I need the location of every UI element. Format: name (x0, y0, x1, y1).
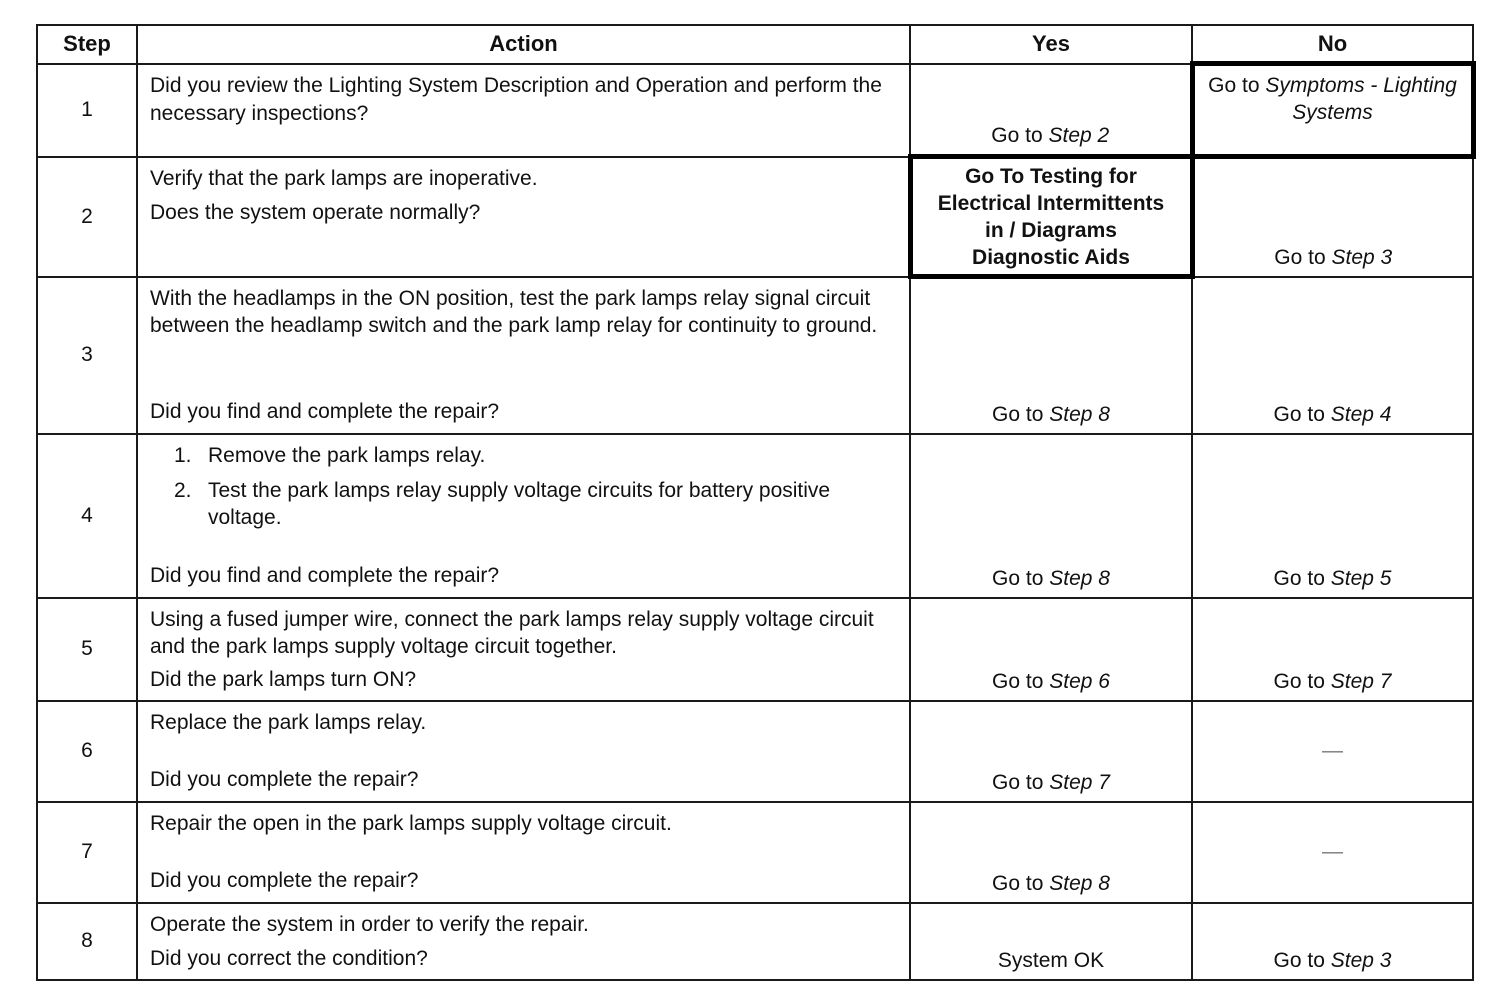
table-row (37, 701, 1473, 802)
list-number: 2. (174, 478, 192, 502)
header-row (37, 25, 1473, 64)
yes-cell (910, 434, 1192, 598)
action-cell (137, 903, 910, 980)
table-row (37, 903, 1473, 980)
list-number: 1. (174, 443, 192, 467)
step-link[interactable]: Step 7 (1330, 669, 1392, 693)
action-question: Did you complete the repair? (150, 868, 419, 892)
action-text: Replace the park lamps relay. (150, 710, 427, 734)
yes-prefix: Go to (992, 871, 1044, 895)
no-prefix: Go to (1273, 669, 1325, 693)
yes-prefix: Go to (991, 124, 1043, 147)
table-row (37, 277, 1473, 434)
action-cell (137, 434, 910, 598)
step-link[interactable]: Step 6 (1049, 669, 1110, 693)
action-cell (137, 157, 910, 277)
yes-cell[interactable] (910, 157, 1192, 277)
yes-prefix: Go to (992, 402, 1044, 426)
action-steps-list (150, 442, 901, 539)
step-number: 4 (37, 434, 137, 598)
action-question: Did you find and complete the repair? (150, 563, 500, 587)
action-cell (137, 802, 910, 903)
table-row (37, 434, 1473, 598)
table-row (37, 598, 1473, 701)
action-cell (137, 598, 910, 701)
testing-link-line[interactable]: Diagnostic Aids (972, 245, 1130, 269)
action-text: Verify that the park lamps are inoperative. (150, 166, 538, 190)
step-number: 7 (37, 802, 137, 903)
step-link[interactable]: Step 8 (1049, 566, 1110, 590)
action-question: Does the system operate normally? (150, 200, 481, 224)
no-prefix: Go to (1274, 245, 1326, 269)
header-yes: Yes (910, 25, 1192, 64)
dash-text: — (1322, 739, 1343, 762)
no-cell (1192, 64, 1473, 157)
action-question: Did the park lamps turn ON? (150, 667, 417, 691)
symptoms-link[interactable]: Symptoms - Lighting Systems (1265, 74, 1457, 124)
table-row (37, 802, 1473, 903)
header-no: No (1192, 25, 1473, 64)
list-item (174, 477, 901, 531)
no-prefix: Go to (1273, 402, 1325, 426)
testing-link-line[interactable]: Go To Testing for (965, 164, 1137, 188)
step-link[interactable]: Step 2 (1048, 124, 1110, 147)
no-prefix: Go to (1208, 74, 1260, 97)
no-cell (1192, 157, 1473, 277)
yes-cell (910, 802, 1192, 903)
step-number: 2 (37, 157, 137, 277)
no-cell (1192, 802, 1473, 903)
action-text: Operate the system in order to verify the repair. (150, 912, 589, 936)
yes-cell (910, 701, 1192, 802)
testing-link-line[interactable]: in / Diagrams (985, 218, 1117, 242)
table-row (37, 64, 1473, 157)
action-text: Using a fused jumper wire, connect the park lamps relay supply voltage circuit and the park lamps supply voltage circuit together. (150, 607, 874, 658)
step-number: 8 (37, 903, 137, 980)
no-cell (1192, 434, 1473, 598)
action-cell (137, 701, 910, 802)
yes-cell (910, 277, 1192, 434)
step-number: 1 (37, 64, 137, 157)
step-link[interactable]: Step 3 (1330, 948, 1392, 972)
yes-prefix: Go to (992, 566, 1044, 590)
yes-cell (910, 64, 1192, 157)
step-number: 3 (37, 277, 137, 434)
step-link[interactable]: Step 8 (1049, 402, 1110, 426)
step-number: 5 (37, 598, 137, 701)
yes-prefix: Go to (992, 770, 1044, 794)
dash-text: — (1322, 840, 1343, 863)
action-question: Did you correct the condition? (150, 946, 428, 970)
list-text: Test the park lamps relay supply voltage circuits for battery positive voltage. (208, 478, 831, 529)
header-step: Step (37, 25, 137, 64)
step-link[interactable]: Step 3 (1331, 245, 1393, 269)
diagnostic-table (36, 24, 1476, 981)
step-link[interactable]: Step 5 (1330, 566, 1392, 590)
action-question: Did you complete the repair? (150, 767, 419, 791)
no-cell (1192, 903, 1473, 980)
yes-cell (910, 598, 1192, 701)
action-text: Repair the open in the park lamps supply voltage circuit. (150, 811, 672, 835)
header-action: Action (137, 25, 910, 64)
step-link[interactable]: Step 7 (1049, 770, 1110, 794)
yes-prefix: Go to (992, 669, 1044, 693)
list-item (174, 442, 901, 469)
testing-link-line[interactable]: Electrical Intermittents (937, 191, 1165, 215)
no-prefix: Go to (1273, 948, 1325, 972)
action-question: Did you find and complete the repair? (150, 399, 500, 423)
action-text: With the headlamps in the ON position, test the park lamps relay signal circuit between the headlamp switch and the park lamp relay for continuity to ground. (150, 286, 878, 337)
table-row (37, 157, 1473, 277)
action-cell (137, 64, 910, 157)
no-cell (1192, 277, 1473, 434)
action-cell (137, 277, 910, 434)
action-text: Did you review the Lighting System Description and Operation and perform the necessary inspections? (150, 73, 882, 125)
step-link[interactable]: Step 4 (1330, 402, 1392, 426)
list-text: Remove the park lamps relay. (208, 443, 486, 467)
no-prefix: Go to (1273, 566, 1325, 590)
yes-cell (910, 903, 1192, 980)
step-link[interactable]: Step 8 (1049, 871, 1110, 895)
system-ok-text: System OK (997, 948, 1105, 972)
no-cell (1192, 701, 1473, 802)
step-number: 6 (37, 701, 137, 802)
no-cell (1192, 598, 1473, 701)
